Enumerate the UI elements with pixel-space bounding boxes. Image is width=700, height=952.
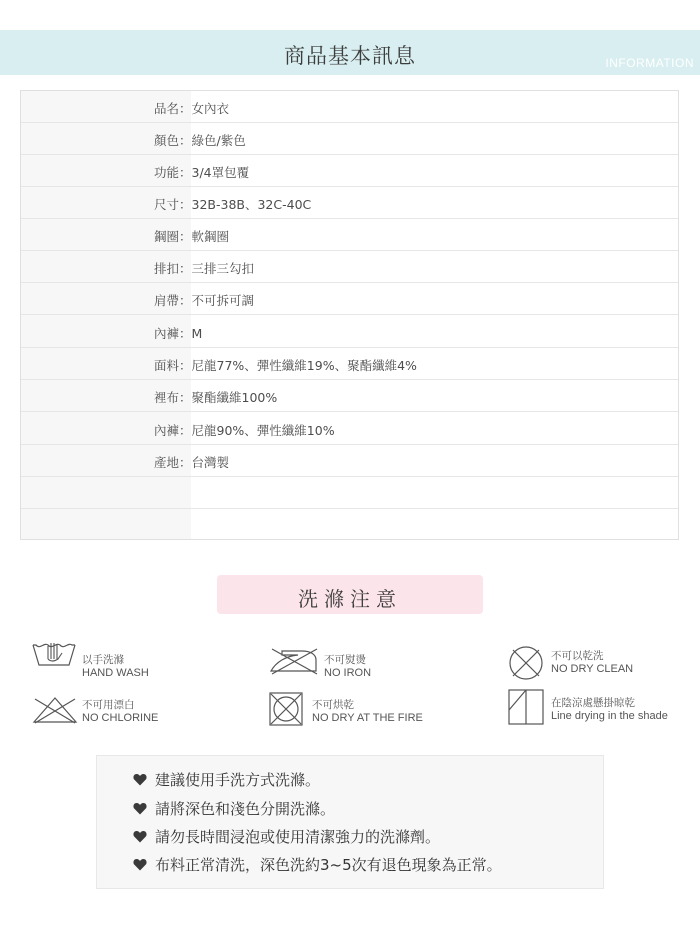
- spec-row: [21, 413, 678, 445]
- care-no-tumble-dry-zh: 不可烘乾: [312, 699, 354, 711]
- care-line-dry-shade: [551, 697, 668, 723]
- spec-text: 面料：尼龍77%、彈性纖維19%、聚酯纖維4%: [154, 358, 417, 373]
- heart-icon: [133, 802, 147, 815]
- hand-wash-icon: [30, 637, 78, 669]
- care-line-dry-shade-zh: 在陰涼處懸掛晾乾: [551, 697, 635, 709]
- spec-text: 裡布：聚酯纖維100%: [154, 390, 278, 405]
- no-dry-clean-icon: [507, 644, 545, 682]
- spec-table: [20, 90, 679, 540]
- wash-notes-box: [96, 755, 604, 889]
- no-iron-icon: [268, 646, 320, 676]
- care-no-iron: [324, 654, 371, 680]
- spec-row: [21, 348, 678, 380]
- spec-text: 鋼圈：軟鋼圈: [154, 229, 230, 244]
- wash-note-text: 布料正常清洗，深色洗約3~5次有退色現象為正常。: [155, 856, 502, 874]
- care-no-chlorine: [82, 699, 158, 725]
- spec-row: [21, 91, 678, 123]
- care-no-iron-en: NO IRON: [324, 667, 372, 679]
- care-no-dry-clean-en: NO DRY CLEAN: [551, 663, 634, 675]
- care-hand-wash: [82, 654, 149, 680]
- spec-row: [21, 155, 678, 187]
- spec-text: 內褲：尼龍90%、彈性纖維10%: [154, 423, 335, 438]
- spec-text: 顏色：綠色/紫色: [154, 133, 246, 148]
- care-no-dry-clean-zh: 不可以乾洗: [551, 650, 604, 662]
- spec-row: [21, 380, 678, 412]
- wash-note-text: 建議使用手洗方式洗滌。: [155, 771, 321, 789]
- spec-row: [21, 123, 678, 155]
- wash-title-pill: [217, 575, 483, 614]
- list-item: [133, 798, 335, 819]
- no-chlorine-icon: [31, 695, 79, 725]
- wash-note-text: 請勿長時間浸泡或使用清潔強力的洗滌劑。: [155, 828, 441, 846]
- spec-row: [21, 477, 678, 509]
- spec-row: [21, 219, 678, 251]
- care-no-tumble-dry-en: NO DRY AT THE FIRE: [312, 712, 423, 724]
- spec-row: [21, 283, 678, 315]
- care-no-chlorine-zh: 不可用漂白: [82, 699, 135, 711]
- care-no-tumble-dry: [312, 699, 423, 725]
- list-item: [133, 769, 320, 790]
- spec-row: [21, 251, 678, 283]
- care-hand-wash-zh: 以手洗滌: [82, 654, 124, 666]
- wash-note-text: 請將深色和淺色分開洗滌。: [155, 800, 336, 818]
- spec-text: 品名：女內衣: [154, 101, 230, 116]
- list-item: [133, 826, 440, 847]
- spec-text: 排扣：三排三勾扣: [154, 261, 255, 276]
- care-no-chlorine-en: NO CHLORINE: [82, 712, 159, 724]
- no-tumble-dry-icon: [268, 691, 304, 727]
- spec-row: [21, 316, 678, 348]
- care-line-dry-shade-en: Line drying in the shade: [551, 710, 668, 722]
- header-subtitle-en: INFORMATION: [605, 56, 694, 70]
- spec-row: [21, 445, 678, 477]
- heart-icon: [133, 830, 147, 843]
- care-no-dry-clean: [551, 650, 633, 676]
- spec-row: [21, 187, 678, 219]
- care-no-iron-zh: 不可熨燙: [324, 654, 366, 666]
- line-dry-shade-icon: [507, 688, 545, 726]
- spec-text: 產地：台灣製: [154, 455, 230, 470]
- page-title: 商品基本訊息: [284, 44, 416, 68]
- heart-icon: [133, 773, 147, 786]
- list-item: [133, 854, 502, 875]
- spec-text: 尺寸：32B-38B、32C-40C: [154, 197, 312, 212]
- spec-text: 功能：3/4罩包覆: [154, 165, 250, 180]
- care-hand-wash-en: HAND WASH: [82, 667, 149, 679]
- spec-text: 內褲：M: [154, 326, 203, 341]
- spec-row: [21, 509, 678, 541]
- spec-text: 肩帶：不可拆可調: [154, 293, 255, 308]
- wash-title: 洗滌注意: [298, 587, 402, 611]
- heart-icon: [133, 858, 147, 871]
